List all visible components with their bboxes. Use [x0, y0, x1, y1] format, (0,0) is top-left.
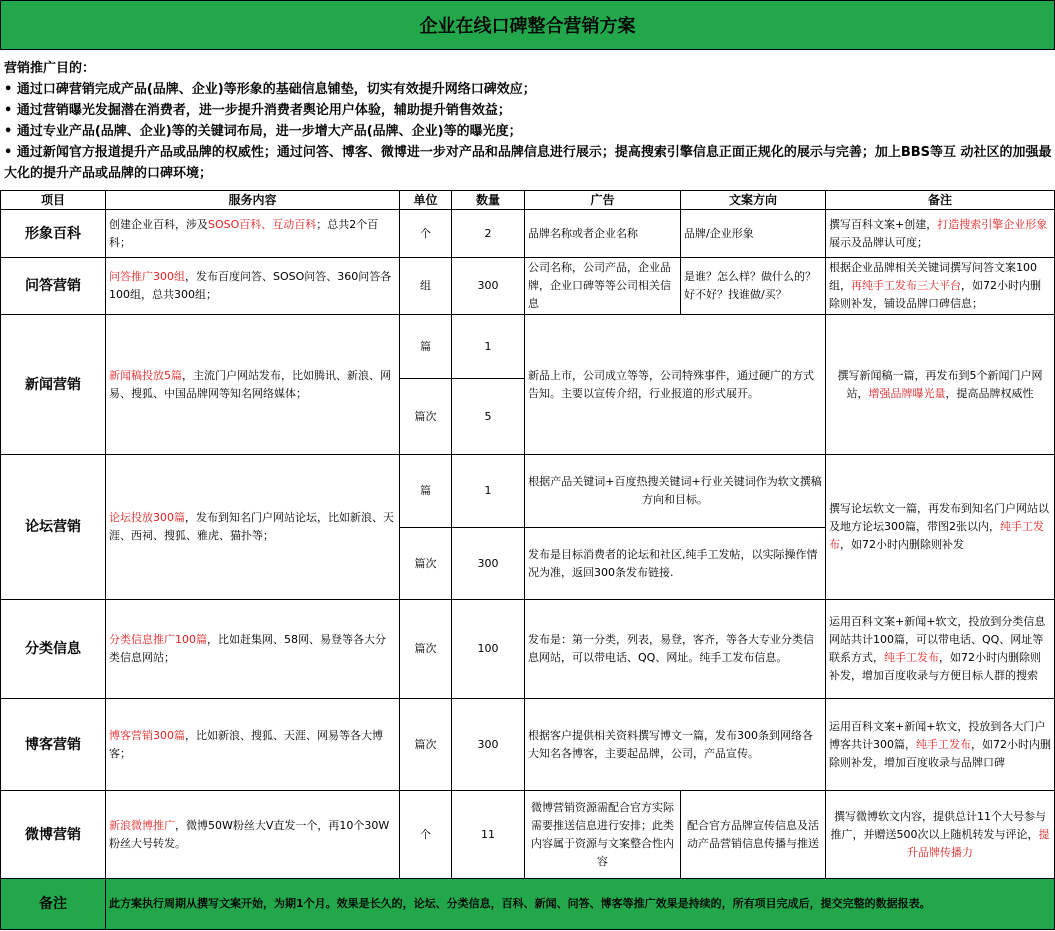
qty-cell: 5: [452, 379, 525, 455]
row-name: 论坛营销: [1, 455, 106, 600]
note-cell: 根据企业品牌相关关键词撰写问答文案100组，再纯手工发布三大平台，如72小时内删除则补发，铺设品牌口碑信息；: [826, 258, 1055, 315]
note-cell: 撰写新闻稿一篇，再发布到5个新闻门户网站，增强品牌曝光量，提高品牌权威性: [826, 315, 1055, 455]
row-name: 问答营销: [1, 258, 106, 315]
unit-cell: 篇次: [400, 699, 452, 791]
unit-cell: 篇次: [400, 528, 452, 600]
note-cell: 运用百科文案+新闻+软文，投放到分类信息网站共计100篇，可以带电话、QQ、网址等联系方式，纯手工发布，如72小时内删除则补发，增加百度收录与方便目标人群的搜索: [826, 600, 1055, 699]
plan-table: [0, 190, 1055, 930]
service-cell: 博客营销300篇，比如新浪、搜狐、天涯、网易等各大博客；: [106, 699, 400, 791]
table-row: [1, 258, 1055, 315]
col-header-item: 项目: [1, 191, 106, 210]
footer-label: 备注: [1, 879, 106, 930]
qty-cell: 2: [452, 210, 525, 258]
col-header-qty: 数量: [452, 191, 525, 210]
footer-text: 此方案执行周期从撰写文案开始，为期1个月。效果是长久的，论坛、分类信息，百科、新闻、问答、博客等推广效果是持续的，所有项目完成后，提交完整的数据报表。: [106, 879, 1055, 930]
ad-cell: 根据产品关键词+百度热搜关键词+行业关键词作为软文撰稿方向和目标。: [525, 455, 826, 528]
qty-cell: 1: [452, 315, 525, 379]
service-cell: 论坛投放300篇，发布到知名门户网站论坛，比如新浪、天涯、西祠、搜狐、雅虎、猫扑等；: [106, 455, 400, 600]
note-cell: 撰写微博软文内容，提供总计11个大号参与推广，并赠送500次以上随机转发与评论，提升品牌传播力: [826, 791, 1055, 879]
unit-cell: 组: [400, 258, 452, 315]
qty-cell: 300: [452, 258, 525, 315]
col-header-note: 备注: [826, 191, 1055, 210]
service-cell: 新闻稿投放5篇，主流门户网站发布，比如腾讯、新浪、网易、搜狐、中国品牌网等知名网络媒体；: [106, 315, 400, 455]
qty-cell: 11: [452, 791, 525, 879]
qty-cell: 100: [452, 600, 525, 699]
goal-item: • 通过专业产品(品牌、企业)等的关键词布局，进一步增大产品(品牌、企业)等的曝光度；: [4, 124, 522, 139]
note-cell: 撰写论坛软文一篇，再发布到知名门户网站以及地方论坛300篇，带图2张以内，纯手工发布，如72小时内删除则补发: [826, 455, 1055, 600]
row-name: 微博营销: [1, 791, 106, 879]
table-row: [1, 315, 1055, 379]
goals-heading: 营销推广目的：: [4, 61, 96, 76]
ad-cell: 根据客户提供相关资料撰写博文一篇，发布300条到网络各大知名各博客，主要起品牌，公司，产品宣传。: [525, 699, 826, 791]
unit-cell: 篇: [400, 455, 452, 528]
ad-cell: 品牌名称或者企业名称: [525, 210, 681, 258]
table-row: [1, 600, 1055, 699]
unit-cell: 个: [400, 210, 452, 258]
goals-section: [0, 50, 1055, 184]
table-row: [1, 791, 1055, 879]
ad-cell: 微博营销资源需配合官方实际需要推送信息进行安排；此类内容属于资源与文案整合性内容: [525, 791, 681, 879]
copy-cell: 配合官方品牌宣传信息及活动产品营销信息传播与推送: [681, 791, 826, 879]
copy-cell: 品牌/企业形象: [681, 210, 826, 258]
col-header-ad: 广告: [525, 191, 681, 210]
goal-item: • 通过营销曝光发掘潜在消费者，进一步提升消费者舆论用户体验，辅助提升销售效益；: [4, 103, 511, 118]
row-name: 新闻营销: [1, 315, 106, 455]
service-cell: 创建企业百科，涉及SOSO百科、互动百科；总共2个百科；: [106, 210, 400, 258]
goal-item: • 通过新闻官方报道提升产品或品牌的权威性；通过问答、博客、微博进一步对产品和品牌信息进行展示；提高搜索引擎信息正面正规化的展示与完善；加上BBS等互 动社区的加强最大化的提升产品或品牌的口碑环境；: [4, 145, 1052, 181]
col-header-copy: 文案方向: [681, 191, 826, 210]
note-cell: 运用百科文案+新闻+软文，投放到各大门户博客共计300篇，纯手工发布，如72小时内删除则补发，增加百度收录与品牌口碑: [826, 699, 1055, 791]
col-header-service: 服务内容: [106, 191, 400, 210]
ad-cell: 发布是目标消费者的论坛和社区,纯手工发帖，以实际操作情况为准，返回300条发布链接.: [525, 528, 826, 600]
ad-cell: 发布是：第一分类，列表，易登，客齐，等各大专业分类信息网站，可以带电话、QQ、网址。纯手工发布信息。: [525, 600, 826, 699]
goal-item: • 通过口碑营销完成产品(品牌、企业)等形象的基础信息铺垫，切实有效提升网络口碑效应；: [4, 82, 536, 97]
table-row: [1, 455, 1055, 528]
unit-cell: 篇次: [400, 600, 452, 699]
qty-cell: 300: [452, 528, 525, 600]
col-header-unit: 单位: [400, 191, 452, 210]
ad-cell: 公司名称，公司产品，企业品牌，企业口碑等等公司相关信息: [525, 258, 681, 315]
footer-row: [1, 879, 1055, 930]
service-cell: 分类信息推广100篇，比如赶集网、58网、易登等各大分类信息网站；: [106, 600, 400, 699]
copy-cell: 是谁？怎么样？做什么的？好不好？找谁做/买？: [681, 258, 826, 315]
page-title: 企业在线口碑整合营销方案: [0, 0, 1055, 50]
note-cell: 撰写百科文案+创建，打造搜索引擎企业形象展示及品牌认可度；: [826, 210, 1055, 258]
qty-cell: 1: [452, 455, 525, 528]
service-cell: 问答推广300组，发布百度问答、SOSO问答、360问答各100组，总共300组；: [106, 258, 400, 315]
table-header-row: [1, 191, 1055, 210]
service-cell: 新浪微博推广，微博50W粉丝大V直发一个，再10个30W粉丝大号转发。: [106, 791, 400, 879]
unit-cell: 个: [400, 791, 452, 879]
table-row: [1, 210, 1055, 258]
ad-cell: 新品上市，公司成立等等，公司特殊事件，通过硬广的方式告知。主要以宣传介绍，行业报道的形式展开。: [525, 315, 826, 455]
row-name: 博客营销: [1, 699, 106, 791]
qty-cell: 300: [452, 699, 525, 791]
unit-cell: 篇: [400, 315, 452, 379]
row-name: 形象百科: [1, 210, 106, 258]
unit-cell: 篇次: [400, 379, 452, 455]
table-row: [1, 699, 1055, 791]
row-name: 分类信息: [1, 600, 106, 699]
